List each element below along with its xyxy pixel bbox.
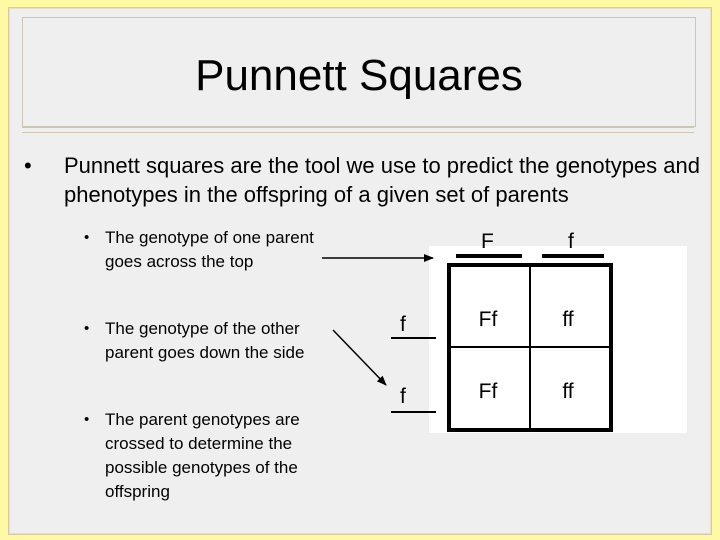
bullet-dot: • (24, 153, 32, 178)
cell-r2-c1: Ff (478, 380, 498, 403)
cell-r1-c1: Ff (478, 308, 498, 331)
arrow-side (333, 330, 386, 385)
bullet-dot: • (84, 411, 90, 428)
point-cross-text: The parent genotypes are crossed to determine the possible genotypes of the offspring (105, 410, 300, 501)
bullet-dot: • (84, 320, 90, 337)
top-allele-2: f (568, 230, 574, 253)
bullet-dot: • (84, 229, 90, 246)
cell-r2-c2: ff (562, 380, 574, 403)
cell-r1-c2: ff (562, 308, 574, 331)
side-allele-2: f (400, 385, 406, 408)
side-allele-1: f (400, 313, 406, 336)
slide-title: Punnett Squares (195, 51, 523, 100)
intro-text: Punnett squares are the tool we use to predict the genotypes and phenotypes in the offspring of a given set of parents (64, 153, 700, 207)
point-side-text: The genotype of the other parent goes down the side (105, 319, 305, 362)
point-top-text: The genotype of one parent goes across the top (105, 228, 314, 271)
top-allele-1: F (481, 230, 494, 253)
